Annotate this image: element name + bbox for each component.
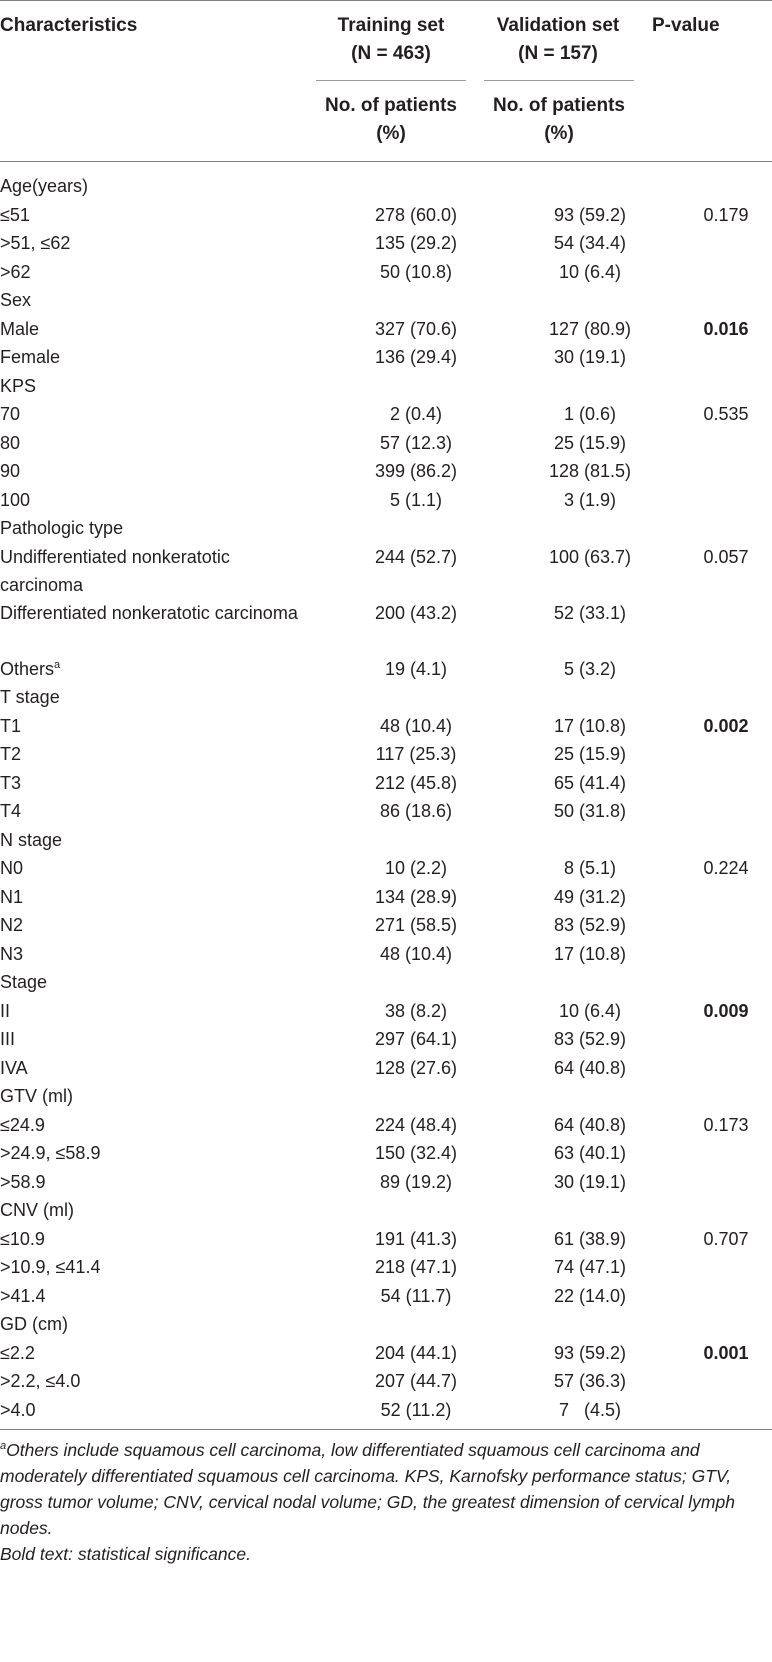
training-set-cell: 244 (52.7) (374, 546, 458, 567)
table-row (0, 457, 772, 486)
row-label-text: Age(years) (0, 176, 89, 196)
footnote-text: Others include squamous cell carcinoma, low differentiated squamous cell carcinoma and moderately differentiated squamous cell carcinoma. KPS, Karnofsky performance status; GTV, gross tumor volume; CNV, cervical nodal volume; GD, the greatest dimension of cervical lymph nodes. (0, 1440, 735, 1538)
header-validation-line1: Validation set (496, 15, 620, 36)
p-value-cell: 0.535 (703, 404, 749, 424)
training-set-cell: 57 (12.3) (379, 432, 453, 453)
table-row (0, 1282, 772, 1311)
header-validation-set (482, 12, 634, 68)
table-row (0, 740, 772, 769)
row-label-text: Stage (0, 972, 48, 992)
training-set-cell: 399 (86.2) (374, 461, 458, 481)
table-body (0, 172, 772, 1424)
subheader-training (306, 92, 476, 148)
training-set-cell: 89 (19.2) (379, 1171, 453, 1192)
table-row (0, 911, 772, 940)
table-row (0, 712, 772, 741)
table-top-rule (0, 0, 772, 1)
row-label (0, 769, 300, 797)
table-row (0, 968, 772, 997)
row-label-text: T3 (0, 772, 22, 793)
row-label (0, 1282, 300, 1310)
p-value-cell: 0.173 (703, 1114, 749, 1135)
row-label-text: T1 (0, 715, 22, 736)
row-label-text: Pathologic type (0, 518, 124, 538)
table-row (0, 1225, 772, 1254)
training-set-cell: 271 (58.5) (374, 915, 458, 935)
training-set-cell: 135 (29.2) (374, 233, 458, 253)
row-label-text: III (0, 1029, 16, 1049)
row-label-text: Male (0, 318, 40, 339)
training-set-cell: 10 (2.2) (384, 858, 448, 878)
row-label (0, 543, 300, 599)
training-set-cell: 52 (11.2) (380, 1399, 452, 1420)
row-label-text: T4 (0, 801, 22, 821)
row-label (0, 1054, 300, 1082)
validation-set-cell: 49 (31.2) (553, 886, 627, 907)
validation-set-cell: 127 (80.9) (548, 318, 632, 339)
table-row (0, 400, 772, 429)
row-label (0, 1082, 300, 1110)
table-row (0, 599, 772, 655)
row-label-text: Differentiated nonkeratotic carcinoma (0, 602, 298, 623)
row-label-text: II (0, 1000, 11, 1021)
table-row (0, 655, 772, 684)
table-row (0, 1396, 772, 1425)
footnote-bold-note: Bold text: statistical significance. (0, 1544, 251, 1564)
table-row (0, 826, 772, 855)
training-set-cell: 50 (10.8) (379, 261, 453, 282)
row-label (0, 514, 300, 542)
header-validation-line2: (N = 157) (518, 43, 598, 64)
row-label (0, 655, 300, 683)
footnote-abbreviations (0, 1437, 772, 1541)
training-set-cell: 212 (45.8) (374, 772, 458, 793)
training-set-cell: 48 (10.4) (379, 715, 453, 736)
validation-set-cell: 25 (15.9) (553, 432, 627, 453)
row-label-text: 70 (0, 404, 21, 424)
training-set-cell: 150 (32.4) (374, 1143, 458, 1163)
validation-set-cell: 30 (19.1) (553, 347, 627, 367)
row-label-text: T stage (0, 687, 60, 707)
table-row (0, 997, 772, 1026)
validation-set-cell: 5 (3.2) (563, 658, 617, 679)
row-label (0, 997, 300, 1025)
table-row (0, 258, 772, 287)
row-label-text: GD (cm) (0, 1314, 68, 1334)
validation-set-cell: 65 (41.4) (553, 772, 627, 793)
training-set-cell: 54 (11.7) (380, 1285, 452, 1306)
row-label (0, 1310, 300, 1338)
row-label-text: ≤24.9 (0, 1114, 45, 1135)
row-label-text: 80 (0, 432, 21, 453)
validation-set-cell: 57 (36.3) (553, 1371, 627, 1391)
row-label-text: Others (0, 658, 55, 679)
row-label (0, 1168, 300, 1196)
training-set-cell: 327 (70.6) (374, 318, 458, 339)
validation-set-cell: 83 (52.9) (553, 1029, 627, 1049)
table-row (0, 1082, 772, 1111)
validation-set-cell: 93 (59.2) (553, 204, 627, 225)
training-set-cell: 191 (41.3) (374, 1228, 458, 1249)
table-row (0, 1025, 772, 1054)
row-label (0, 1367, 300, 1395)
validation-set-cell: 1 (0.6) (563, 404, 617, 424)
row-label (0, 343, 300, 371)
header-training-set (316, 12, 466, 68)
row-label-text: >58.9 (0, 1171, 46, 1192)
header-training-line2: (N = 463) (351, 43, 431, 64)
training-set-cell: 2 (0.4) (389, 404, 443, 424)
row-label-text: N3 (0, 943, 24, 964)
table-footnote (0, 1437, 772, 1567)
validation-set-cell: 7 (4.5) (558, 1399, 622, 1420)
row-label (0, 1339, 300, 1367)
subheader-validation-line2: (%) (544, 123, 574, 144)
training-set-cell: 278 (60.0) (374, 204, 458, 225)
training-set-cell: 218 (47.1) (374, 1257, 458, 1277)
validation-set-cell: 128 (81.5) (548, 461, 632, 481)
row-label-text: T2 (0, 744, 22, 764)
table-row (0, 372, 772, 401)
subheader-validation (474, 92, 644, 148)
validation-set-cell: 30 (19.1) (553, 1171, 627, 1192)
subheader-training-line1: No. of patients (325, 95, 457, 116)
table-row (0, 1168, 772, 1197)
row-label-text: >62 (0, 261, 31, 282)
row-label (0, 1111, 300, 1139)
training-set-cell: 117 (25.3) (375, 744, 457, 764)
row-label-text: N1 (0, 886, 24, 907)
table-row (0, 1139, 772, 1168)
table-row (0, 797, 772, 826)
row-label (0, 883, 300, 911)
table-row (0, 1310, 772, 1339)
row-label-text: 90 (0, 461, 21, 481)
p-value-cell: 0.016 (703, 318, 749, 339)
validation-set-cell: 93 (59.2) (553, 1342, 627, 1363)
row-label (0, 683, 300, 711)
table-row (0, 1367, 772, 1396)
validation-set-cell: 74 (47.1) (553, 1257, 627, 1277)
table-row (0, 854, 772, 883)
training-set-cell: 134 (28.9) (374, 886, 458, 907)
row-label (0, 258, 300, 286)
validation-set-cell: 52 (33.1) (553, 602, 627, 623)
table-row (0, 1054, 772, 1083)
row-label (0, 172, 300, 200)
p-value-cell: 0.002 (703, 715, 749, 736)
validation-set-cell: 54 (34.4) (553, 233, 627, 253)
table-row (0, 940, 772, 969)
row-label (0, 1139, 300, 1167)
header-p-value: P-value (652, 15, 720, 36)
row-label-text: ≤10.9 (0, 1228, 45, 1249)
training-set-cell: 19 (4.1) (384, 658, 448, 679)
subheader-training-line2: (%) (376, 123, 406, 144)
row-label (0, 826, 300, 854)
row-label-text: >2.2, ≤4.0 (0, 1371, 81, 1391)
row-label-text: KPS (0, 375, 37, 396)
row-label (0, 1196, 300, 1224)
row-label-text: >51, ≤62 (0, 233, 71, 253)
table-row (0, 315, 772, 344)
row-label (0, 968, 300, 996)
row-label (0, 1396, 300, 1424)
header-characteristics: Characteristics (0, 15, 138, 36)
validation-set-cell: 3 (1.9) (563, 489, 617, 510)
table-row (0, 1339, 772, 1368)
row-label-text: N stage (0, 829, 63, 850)
row-label-text: ≤2.2 (0, 1342, 35, 1363)
table-row (0, 343, 772, 372)
table-row (0, 1111, 772, 1140)
row-label-text: Undifferentiated nonkeratotic carcinoma (0, 546, 230, 595)
table-row (0, 172, 772, 201)
row-label-superscript: a (54, 658, 61, 671)
table-row (0, 514, 772, 543)
subheader-validation-line1: No. of patients (493, 95, 625, 116)
header-training-line1: Training set (337, 15, 445, 36)
validation-set-cell: 63 (40.1) (553, 1143, 627, 1163)
row-label (0, 286, 300, 314)
table-row (0, 1253, 772, 1282)
row-label-text: IVA (0, 1057, 28, 1078)
training-set-cell: 86 (18.6) (379, 801, 453, 821)
row-label (0, 457, 300, 485)
p-value-cell: 0.009 (703, 1000, 749, 1021)
row-label (0, 372, 300, 400)
row-label-text: ≤51 (0, 204, 30, 225)
training-set-cell: 204 (44.1) (374, 1342, 458, 1363)
training-set-cell: 207 (44.7) (374, 1371, 458, 1391)
p-value-cell: 0.179 (703, 204, 749, 225)
p-value-cell: 0.001 (703, 1342, 749, 1363)
row-label-text: Sex (0, 290, 32, 310)
training-set-cell: 5 (1.1) (389, 489, 443, 510)
table-row (0, 1196, 772, 1225)
validation-set-cell: 25 (15.9) (553, 744, 627, 764)
validation-set-cell: 50 (31.8) (553, 801, 627, 821)
row-label-text: Female (0, 347, 61, 367)
validation-set-cell: 17 (10.8) (553, 943, 627, 964)
validation-set-cell: 64 (40.8) (553, 1057, 627, 1078)
row-label (0, 911, 300, 939)
row-label (0, 1025, 300, 1053)
table-row (0, 429, 772, 458)
footnote-marker: a (0, 1440, 7, 1452)
row-label (0, 201, 300, 229)
header-subrule-validation (484, 80, 634, 81)
validation-set-cell: 64 (40.8) (553, 1114, 627, 1135)
table-bottom-rule (0, 1429, 772, 1430)
table-row (0, 683, 772, 712)
table-row (0, 769, 772, 798)
table-row (0, 229, 772, 258)
row-label-text: >24.9, ≤58.9 (0, 1143, 101, 1163)
row-label (0, 599, 300, 627)
row-label (0, 797, 300, 825)
training-set-cell: 48 (10.4) (379, 943, 453, 964)
training-set-cell: 38 (8.2) (384, 1000, 448, 1021)
row-label-text: >10.9, ≤41.4 (0, 1257, 101, 1277)
row-label (0, 229, 300, 257)
row-label (0, 1253, 300, 1281)
row-label-text: >4.0 (0, 1399, 36, 1420)
header-bottom-rule (0, 161, 772, 162)
validation-set-cell: 22 (14.0) (553, 1285, 627, 1306)
row-label (0, 854, 300, 882)
row-label (0, 400, 300, 428)
training-set-cell: 224 (48.4) (374, 1114, 458, 1135)
header-subrule-training (316, 80, 466, 81)
row-label-text: 100 (0, 489, 31, 510)
row-label-text: N0 (0, 858, 24, 878)
validation-set-cell: 83 (52.9) (553, 915, 627, 935)
row-label (0, 1225, 300, 1253)
row-label-text: CNV (ml) (0, 1200, 74, 1220)
row-label (0, 940, 300, 968)
table-row (0, 883, 772, 912)
validation-set-cell: 100 (63.7) (548, 546, 632, 567)
row-label (0, 712, 300, 740)
row-label (0, 740, 300, 768)
row-label (0, 486, 300, 514)
p-value-cell: 0.707 (703, 1228, 749, 1249)
validation-set-cell: 61 (38.9) (553, 1228, 627, 1249)
row-label (0, 429, 300, 457)
table-row (0, 201, 772, 230)
training-set-cell: 136 (29.4) (374, 347, 458, 367)
training-set-cell: 200 (43.2) (374, 602, 458, 623)
table-row (0, 543, 772, 599)
p-value-cell: 0.224 (703, 858, 749, 878)
table-row (0, 286, 772, 315)
row-label (0, 315, 300, 343)
validation-set-cell: 10 (6.4) (558, 261, 622, 282)
validation-set-cell: 10 (6.4) (558, 1000, 622, 1021)
row-label-text: GTV (ml) (0, 1086, 73, 1106)
training-set-cell: 128 (27.6) (374, 1057, 458, 1078)
p-value-cell: 0.057 (703, 546, 749, 567)
row-label-text: >41.4 (0, 1285, 46, 1306)
validation-set-cell: 17 (10.8) (553, 715, 627, 736)
row-label-text: N2 (0, 915, 24, 935)
table-row (0, 486, 772, 515)
training-set-cell: 297 (64.1) (374, 1029, 458, 1049)
validation-set-cell: 8 (5.1) (563, 858, 617, 878)
